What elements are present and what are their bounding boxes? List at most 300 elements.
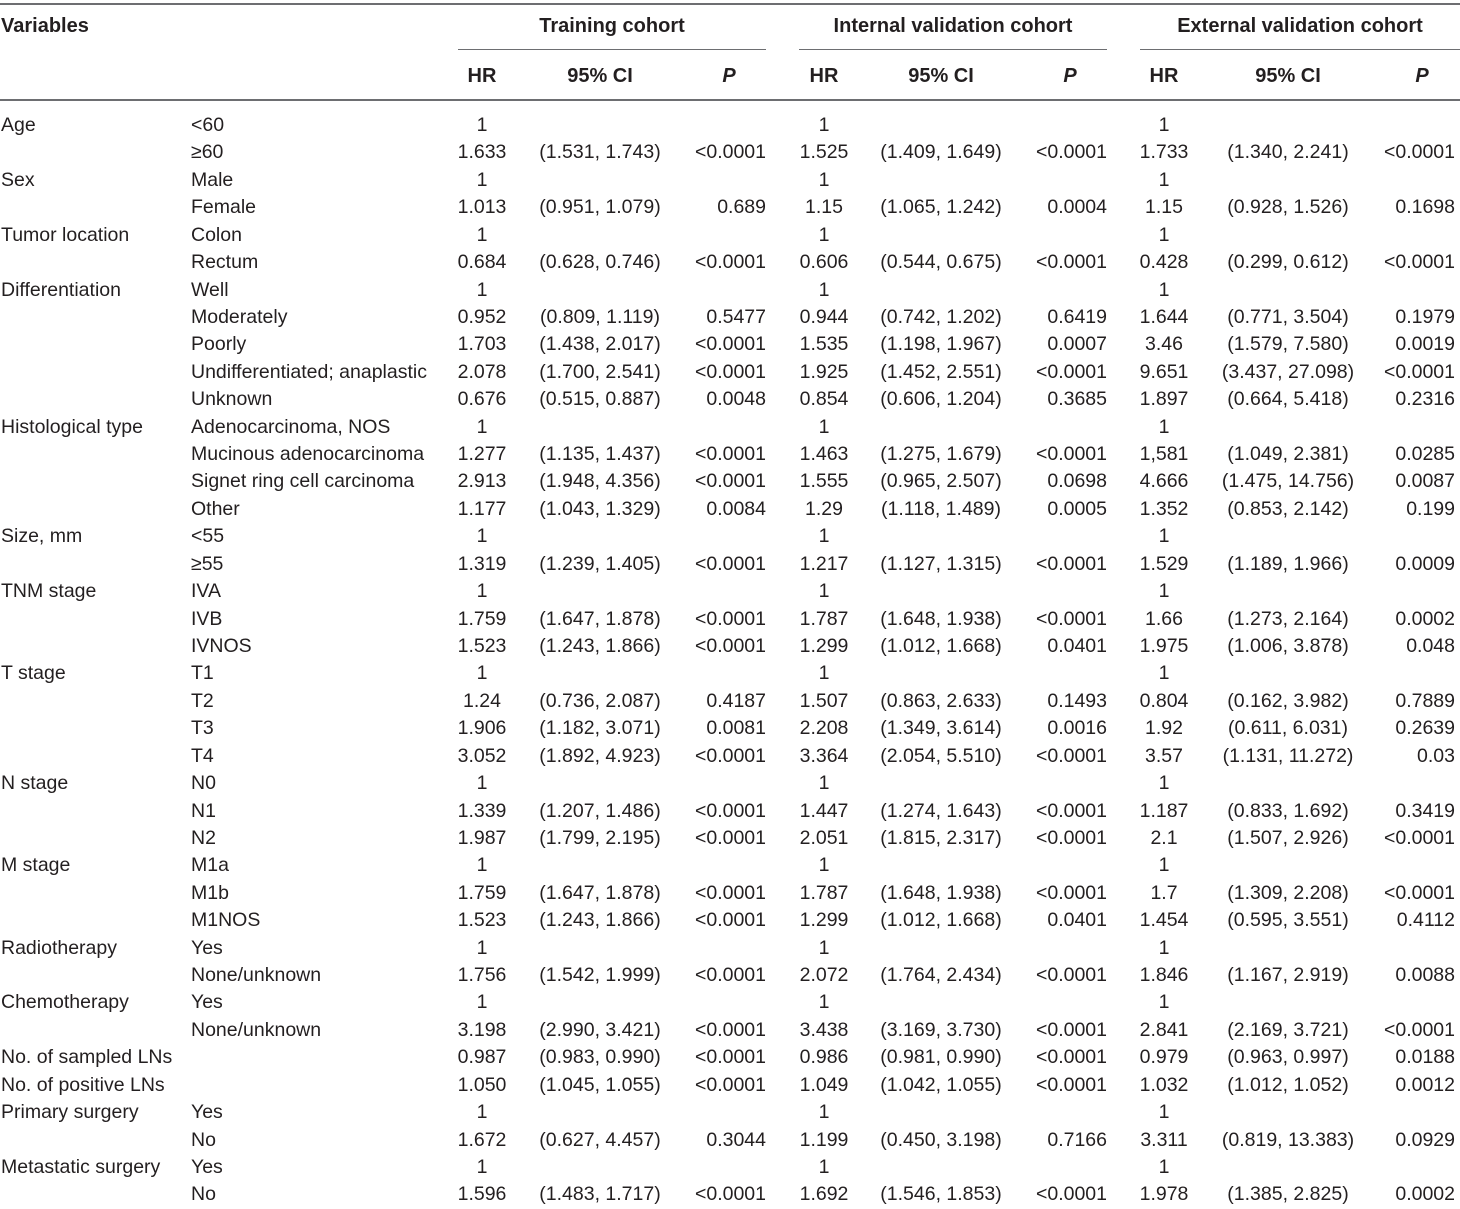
level-cell: <55 — [191, 525, 225, 548]
hr-cell-external: 1.15 — [1145, 196, 1183, 219]
ci-cell-internal: (1.546, 1.853) — [880, 1183, 1002, 1206]
hr-cell-internal: 1.507 — [799, 689, 849, 712]
hr-cell-training: 0.684 — [457, 251, 507, 274]
ci-cell-internal: (1.012, 1.668) — [880, 909, 1002, 932]
variable-cell: Age — [1, 114, 36, 136]
table-row — [0, 1154, 1460, 1181]
p-cell-internal: <0.0001 — [1035, 799, 1107, 822]
ci-cell-training: (1.438, 2.017) — [539, 333, 661, 356]
hr-cell-training: 1 — [476, 854, 488, 877]
ci-cell-training: (0.983, 0.990) — [539, 1046, 661, 1069]
p-cell-external: 0.4112 — [1396, 909, 1455, 932]
hr-cell-training: 1.277 — [457, 443, 507, 466]
hr-cell-external: 1.92 — [1145, 717, 1183, 740]
hr-cell-training: 1.987 — [457, 826, 507, 849]
ci-cell-training: (0.809, 1.119) — [540, 305, 660, 328]
p-cell-internal: <0.0001 — [1035, 964, 1107, 987]
hr-cell-internal: 1 — [818, 991, 830, 1014]
ci-cell-internal: (0.863, 2.633) — [880, 689, 1002, 712]
hr-cell-internal: 1 — [818, 114, 830, 136]
header-internal-validation-cohort: Internal validation cohort — [833, 15, 1073, 37]
p-cell-internal: <0.0001 — [1035, 1183, 1107, 1206]
hr-cell-external: 1 — [1158, 525, 1170, 548]
hr-cell-internal: 1.787 — [799, 607, 849, 630]
hr-cell-external: 2.841 — [1139, 1018, 1189, 1041]
hr-cell-external: 1.733 — [1139, 141, 1189, 164]
p-cell-external: 0.0019 — [1395, 333, 1455, 356]
p-cell-external: 0.0087 — [1395, 470, 1455, 493]
hr-cell-internal: 1 — [818, 223, 830, 246]
ci-cell-internal: (1.042, 1.055) — [880, 1073, 1002, 1096]
hr-cell-training: 1.177 — [457, 497, 507, 520]
hr-cell-internal: 0.606 — [799, 251, 849, 274]
hr-cell-training: 1 — [476, 772, 488, 795]
p-cell-training: <0.0001 — [694, 1018, 766, 1041]
p-cell-external: <0.0001 — [1383, 360, 1455, 383]
p-cell-internal: <0.0001 — [1035, 826, 1107, 849]
hr-cell-external: 0.428 — [1139, 251, 1189, 274]
table-row — [0, 496, 1460, 523]
p-cell-training: 0.0081 — [706, 717, 766, 740]
ci-cell-training: (2.990, 3.421) — [539, 1018, 661, 1041]
level-cell: Other — [191, 497, 240, 520]
p-cell-external: 0.2316 — [1395, 388, 1455, 411]
p-cell-training: <0.0001 — [694, 360, 766, 383]
ci-cell-external: (1.131, 11.272) — [1222, 744, 1354, 767]
variable-cell: N stage — [1, 772, 69, 795]
hr-cell-training: 1 — [476, 580, 488, 603]
level-cell: Moderately — [191, 305, 288, 328]
hr-cell-external: 2.1 — [1150, 826, 1178, 849]
p-cell-training: 0.5477 — [706, 305, 766, 328]
ci-cell-training: (1.239, 1.405) — [539, 552, 661, 575]
ci-cell-internal: (1.198, 1.967) — [880, 333, 1002, 356]
table-row — [0, 249, 1460, 276]
hr-cell-internal: 1 — [818, 936, 830, 959]
hr-cell-external: 1 — [1158, 168, 1170, 191]
hr-cell-training: 0.676 — [457, 388, 507, 411]
level-cell: T3 — [191, 717, 214, 740]
hr-cell-training: 1.24 — [463, 689, 501, 712]
table-row — [0, 1127, 1460, 1154]
level-cell: Yes — [191, 936, 223, 959]
ci-cell-external: (1.189, 1.966) — [1227, 552, 1349, 575]
p-cell-internal: 0.7166 — [1047, 1128, 1107, 1151]
level-cell: IVA — [191, 580, 221, 603]
p-cell-external: <0.0001 — [1383, 881, 1455, 904]
header-hr-training: HR — [467, 65, 497, 87]
level-cell: M1b — [191, 881, 229, 904]
level-cell: Yes — [191, 1101, 223, 1124]
level-cell: N2 — [191, 826, 216, 849]
p-cell-internal: 0.3685 — [1047, 388, 1107, 411]
p-cell-external: 0.0088 — [1395, 964, 1455, 987]
p-cell-training: <0.0001 — [694, 826, 766, 849]
level-cell: Undifferentiated; anaplastic — [191, 360, 427, 383]
hr-cell-training: 0.952 — [457, 305, 507, 328]
table-row — [0, 1181, 1460, 1208]
ci-cell-internal: (1.274, 1.643) — [880, 799, 1002, 822]
p-cell-training: <0.0001 — [694, 744, 766, 767]
hr-cell-training: 0.987 — [457, 1046, 507, 1069]
hr-cell-external: 1 — [1158, 991, 1170, 1014]
hr-cell-training: 1 — [476, 662, 488, 685]
table-row — [0, 633, 1460, 660]
p-cell-internal: 0.0401 — [1047, 909, 1107, 932]
hr-cell-external: 1.187 — [1139, 799, 1189, 822]
p-cell-internal: <0.0001 — [1035, 552, 1107, 575]
p-cell-external: 0.0002 — [1395, 1183, 1455, 1206]
hr-cell-external: 1.644 — [1139, 305, 1189, 328]
table-row — [0, 880, 1460, 907]
hr-cell-internal: 2.208 — [799, 717, 849, 740]
p-cell-internal: <0.0001 — [1035, 744, 1107, 767]
p-cell-training: <0.0001 — [694, 607, 766, 630]
p-cell-external: 0.0012 — [1395, 1073, 1455, 1096]
ci-cell-external: (1.475, 14.756) — [1221, 470, 1355, 493]
table-row — [0, 331, 1460, 358]
ci-cell-external: (0.853, 2.142) — [1227, 497, 1349, 520]
ci-cell-external: (0.963, 0.997) — [1227, 1046, 1349, 1069]
p-cell-internal: 0.0005 — [1047, 497, 1107, 520]
p-cell-external: 0.0009 — [1395, 552, 1455, 575]
table-row — [0, 1099, 1460, 1126]
p-cell-training: <0.0001 — [694, 634, 766, 657]
hr-cell-training: 1.339 — [457, 799, 507, 822]
level-cell: Female — [191, 196, 257, 219]
hr-cell-internal: 1 — [818, 772, 830, 795]
p-cell-internal: 0.1493 — [1047, 689, 1107, 712]
hr-cell-training: 1 — [476, 223, 488, 246]
hr-cell-internal: 3.364 — [799, 744, 849, 767]
table-row — [0, 386, 1460, 413]
ci-cell-external: (0.771, 3.504) — [1227, 305, 1349, 328]
p-cell-external: 0.199 — [1406, 497, 1455, 520]
level-cell: Rectum — [191, 251, 259, 274]
hr-cell-training: 1 — [476, 991, 488, 1014]
hr-cell-external: 1 — [1158, 223, 1170, 246]
ci-cell-training: (1.542, 1.999) — [539, 964, 661, 987]
level-cell: None/unknown — [191, 1018, 322, 1041]
p-cell-external: 0.0929 — [1395, 1128, 1455, 1151]
hr-cell-internal: 2.051 — [799, 826, 849, 849]
level-cell: Yes — [191, 991, 223, 1014]
hr-cell-training: 1.672 — [457, 1128, 507, 1151]
hr-cell-external: 1.846 — [1139, 964, 1189, 987]
hr-cell-internal: 1.217 — [799, 552, 849, 575]
hr-cell-internal: 1.199 — [799, 1128, 849, 1151]
table-row — [0, 743, 1460, 770]
hr-cell-training: 1.523 — [457, 909, 507, 932]
header-ci-external: 95% CI — [1255, 65, 1321, 87]
hr-cell-external: 1 — [1158, 415, 1170, 438]
ci-cell-internal: (0.450, 3.198) — [880, 1128, 1002, 1151]
hr-cell-training: 1 — [476, 525, 488, 548]
hr-cell-internal: 1 — [818, 1155, 830, 1178]
hr-cell-training: 1 — [476, 278, 488, 301]
hr-cell-external: 3.57 — [1145, 744, 1183, 767]
hr-cell-internal: 1.29 — [805, 497, 843, 520]
hr-cell-training: 1 — [476, 936, 488, 959]
level-cell: Colon — [191, 223, 242, 246]
variable-cell: TNM stage — [1, 580, 97, 603]
hr-cell-training: 1.523 — [457, 634, 507, 657]
hr-cell-internal: 1 — [818, 525, 830, 548]
table-row — [0, 551, 1460, 578]
hr-cell-external: 1.529 — [1139, 552, 1189, 575]
p-cell-internal: <0.0001 — [1035, 141, 1107, 164]
level-cell: T4 — [191, 744, 214, 767]
table-row — [0, 194, 1460, 221]
ci-cell-external: (0.611, 6.031) — [1228, 717, 1348, 740]
header-external-validation-cohort: External validation cohort — [1177, 15, 1423, 37]
level-cell: IVNOS — [191, 634, 252, 657]
level-cell: ≥60 — [191, 141, 224, 164]
ci-cell-external: (1.507, 2.926) — [1227, 826, 1349, 849]
hr-cell-external: 1 — [1158, 1155, 1170, 1178]
ci-cell-external: (1.167, 2.919) — [1227, 964, 1349, 987]
ci-cell-external: (1.012, 1.052) — [1227, 1073, 1349, 1096]
table-row — [0, 852, 1460, 879]
p-cell-internal: 0.6419 — [1047, 305, 1107, 328]
p-cell-external: <0.0001 — [1383, 1018, 1455, 1041]
level-cell: N1 — [191, 799, 216, 822]
table-row — [0, 304, 1460, 331]
p-cell-external: <0.0001 — [1383, 251, 1455, 274]
ci-cell-external: (0.664, 5.418) — [1227, 388, 1349, 411]
hr-cell-training: 1 — [476, 1101, 488, 1124]
table-row — [0, 962, 1460, 989]
hr-cell-external: 1.032 — [1139, 1073, 1189, 1096]
p-cell-external: 0.1698 — [1395, 196, 1455, 219]
ci-cell-training: (0.736, 2.087) — [539, 689, 661, 712]
ci-cell-training: (1.043, 1.329) — [539, 497, 661, 520]
p-cell-external: 0.048 — [1406, 634, 1455, 657]
ci-cell-external: (1.006, 3.878) — [1227, 634, 1349, 657]
level-cell: Signet ring cell carcinoma — [191, 470, 415, 493]
p-cell-internal: 0.0698 — [1047, 470, 1107, 493]
hr-cell-external: 1.897 — [1139, 388, 1189, 411]
ci-cell-external: (1.273, 2.164) — [1227, 607, 1349, 630]
ci-cell-external: (2.169, 3.721) — [1227, 1018, 1349, 1041]
p-cell-training: <0.0001 — [694, 1046, 766, 1069]
table-row — [0, 825, 1460, 852]
hr-cell-external: 1 — [1158, 936, 1170, 959]
ci-cell-internal: (1.648, 1.938) — [880, 607, 1002, 630]
p-cell-internal: 0.0401 — [1047, 634, 1107, 657]
table-row — [0, 770, 1460, 797]
ci-cell-training: (1.182, 3.071) — [539, 717, 661, 740]
p-cell-internal: <0.0001 — [1035, 1073, 1107, 1096]
hr-cell-internal: 1.787 — [799, 881, 849, 904]
p-cell-training: <0.0001 — [694, 443, 766, 466]
table-row — [0, 989, 1460, 1016]
level-cell: Adenocarcinoma, NOS — [191, 415, 391, 438]
p-cell-training: 0.3044 — [706, 1128, 766, 1151]
ci-cell-internal: (1.452, 2.551) — [880, 360, 1002, 383]
hr-cell-training: 3.052 — [457, 744, 507, 767]
level-cell: Unknown — [191, 388, 273, 411]
level-cell: IVB — [191, 607, 223, 630]
ci-cell-internal: (1.275, 1.679) — [880, 443, 1002, 466]
p-cell-training: <0.0001 — [694, 909, 766, 932]
table-row — [0, 578, 1460, 605]
level-cell: Male — [191, 168, 234, 191]
table-row — [0, 167, 1460, 194]
hr-cell-training: 1 — [476, 168, 488, 191]
ci-cell-external: (1.385, 2.825) — [1227, 1183, 1349, 1206]
hr-cell-internal: 1.535 — [799, 333, 849, 356]
p-cell-external: 0.1979 — [1395, 305, 1455, 328]
ci-cell-internal: (0.965, 2.507) — [880, 470, 1002, 493]
table-row — [0, 688, 1460, 715]
hr-cell-external: 3.311 — [1140, 1128, 1188, 1151]
p-cell-training: <0.0001 — [694, 251, 766, 274]
variable-cell: Tumor location — [1, 223, 130, 246]
ci-cell-training: (1.207, 1.486) — [539, 799, 661, 822]
table-row — [0, 222, 1460, 249]
variable-cell: Sex — [1, 168, 35, 191]
header-hr-external: HR — [1149, 65, 1179, 87]
ci-cell-external: (1.049, 2.381) — [1227, 443, 1349, 466]
ci-cell-training: (1.243, 1.866) — [539, 634, 661, 657]
hr-cell-training: 1.759 — [457, 607, 507, 630]
ci-cell-training: (1.948, 4.356) — [539, 470, 661, 493]
hr-cell-external: 1.454 — [1139, 909, 1189, 932]
ci-cell-internal: (1.012, 1.668) — [880, 634, 1002, 657]
hr-cell-external: 1.66 — [1145, 607, 1183, 630]
external-cohort-rule — [1140, 49, 1460, 50]
hr-cell-training: 1.756 — [457, 964, 507, 987]
hr-cell-external: 1 — [1158, 772, 1170, 795]
p-cell-external: 0.3419 — [1395, 799, 1455, 822]
ci-cell-internal: (1.815, 2.317) — [880, 826, 1002, 849]
table-row — [0, 468, 1460, 495]
table-row — [0, 660, 1460, 687]
table-row — [0, 935, 1460, 962]
table-row — [0, 139, 1460, 166]
p-cell-external: 0.0188 — [1395, 1046, 1455, 1069]
variable-cell: Chemotherapy — [1, 991, 129, 1014]
header-training-cohort: Training cohort — [539, 15, 685, 37]
ci-cell-training: (1.892, 4.923) — [539, 744, 661, 767]
hr-cell-training: 1.596 — [457, 1183, 507, 1206]
p-cell-training: <0.0001 — [694, 799, 766, 822]
table-top-rule — [0, 3, 1460, 5]
level-cell: M1a — [191, 854, 229, 877]
p-cell-internal: 0.0004 — [1047, 196, 1107, 219]
p-cell-training: <0.0001 — [694, 1073, 766, 1096]
ci-cell-external: (0.833, 1.692) — [1227, 799, 1349, 822]
hr-cell-external: 1.352 — [1139, 497, 1189, 520]
ci-cell-training: (1.700, 2.541) — [539, 360, 661, 383]
header-p-training: P — [722, 65, 736, 87]
hr-cell-external: 1.7 — [1150, 881, 1178, 904]
table-row — [0, 798, 1460, 825]
header-variables: Variables — [1, 15, 89, 37]
header-p-internal: P — [1063, 65, 1077, 87]
p-cell-internal: <0.0001 — [1035, 607, 1107, 630]
hr-cell-external: 1 — [1158, 580, 1170, 603]
hr-cell-internal: 1.692 — [799, 1183, 849, 1206]
table-row — [0, 1072, 1460, 1099]
ci-cell-external: (0.299, 0.612) — [1227, 251, 1349, 274]
ci-cell-training: (1.799, 2.195) — [539, 826, 661, 849]
variable-cell: Primary surgery — [1, 1101, 139, 1124]
ci-cell-external: (3.437, 27.098) — [1221, 360, 1355, 383]
header-ci-training: 95% CI — [567, 65, 633, 87]
ci-cell-external: (0.162, 3.982) — [1227, 689, 1349, 712]
table-row — [0, 715, 1460, 742]
hr-cell-training: 1.319 — [457, 552, 507, 575]
variable-cell: Metastatic surgery — [1, 1155, 161, 1178]
level-cell: N0 — [191, 772, 216, 795]
ci-cell-training: (1.483, 1.717) — [539, 1183, 661, 1206]
p-cell-internal: <0.0001 — [1035, 251, 1107, 274]
header-ci-internal: 95% CI — [908, 65, 974, 87]
p-cell-training: 0.4187 — [706, 689, 766, 712]
variable-cell: No. of sampled LNs — [1, 1046, 173, 1069]
ci-cell-internal: (1.118, 1.489) — [881, 497, 1001, 520]
p-cell-internal: <0.0001 — [1035, 1018, 1107, 1041]
p-cell-training: <0.0001 — [694, 470, 766, 493]
p-cell-training: 0.0048 — [706, 388, 766, 411]
ci-cell-internal: (1.127, 1.315) — [880, 552, 1002, 575]
hr-cell-external: 1 — [1158, 1101, 1170, 1124]
ci-cell-training: (0.515, 0.887) — [539, 388, 661, 411]
level-cell: Mucinous adenocarcinoma — [191, 443, 425, 466]
hr-cell-training: 1.013 — [457, 196, 507, 219]
ci-cell-internal: (0.742, 1.202) — [880, 305, 1002, 328]
training-cohort-rule — [458, 49, 766, 50]
p-cell-internal: 0.0016 — [1047, 717, 1107, 740]
hr-cell-internal: 1.463 — [799, 443, 849, 466]
internal-cohort-rule — [799, 49, 1107, 50]
hr-cell-external: 1 — [1158, 114, 1170, 136]
ci-cell-internal: (3.169, 3.730) — [880, 1018, 1002, 1041]
hr-cell-internal: 1 — [818, 415, 830, 438]
p-cell-external: <0.0001 — [1383, 141, 1455, 164]
hr-cell-internal: 0.854 — [799, 388, 849, 411]
hr-cell-external: 0.804 — [1139, 689, 1189, 712]
hr-cell-internal: 1.555 — [799, 470, 849, 493]
ci-cell-external: (1.340, 2.241) — [1227, 141, 1349, 164]
level-cell: ≥55 — [191, 552, 224, 575]
table-row — [0, 441, 1460, 468]
hr-cell-internal: 1.447 — [799, 799, 849, 822]
p-cell-internal: <0.0001 — [1035, 360, 1107, 383]
hr-cell-training: 1.703 — [457, 333, 507, 356]
hr-cell-internal: 2.072 — [799, 964, 849, 987]
hr-cell-training: 1 — [476, 415, 488, 438]
level-cell: None/unknown — [191, 964, 322, 987]
hr-cell-internal: 1 — [818, 854, 830, 877]
ci-cell-internal: (2.054, 5.510) — [880, 744, 1002, 767]
header-hr-internal: HR — [809, 65, 839, 87]
ci-cell-training: (0.627, 4.457) — [539, 1128, 661, 1151]
p-cell-internal: <0.0001 — [1035, 443, 1107, 466]
ci-cell-training: (1.531, 1.743) — [539, 141, 661, 164]
ci-cell-external: (0.595, 3.551) — [1227, 909, 1349, 932]
variable-cell: Radiotherapy — [1, 936, 117, 959]
hr-cell-training: 2.078 — [457, 360, 507, 383]
hr-cell-internal: 3.438 — [799, 1018, 849, 1041]
table-row — [0, 523, 1460, 550]
table-row — [0, 606, 1460, 633]
p-cell-external: 0.0285 — [1395, 443, 1455, 466]
ci-cell-internal: (0.544, 0.675) — [880, 251, 1002, 274]
level-cell: No — [191, 1128, 216, 1151]
